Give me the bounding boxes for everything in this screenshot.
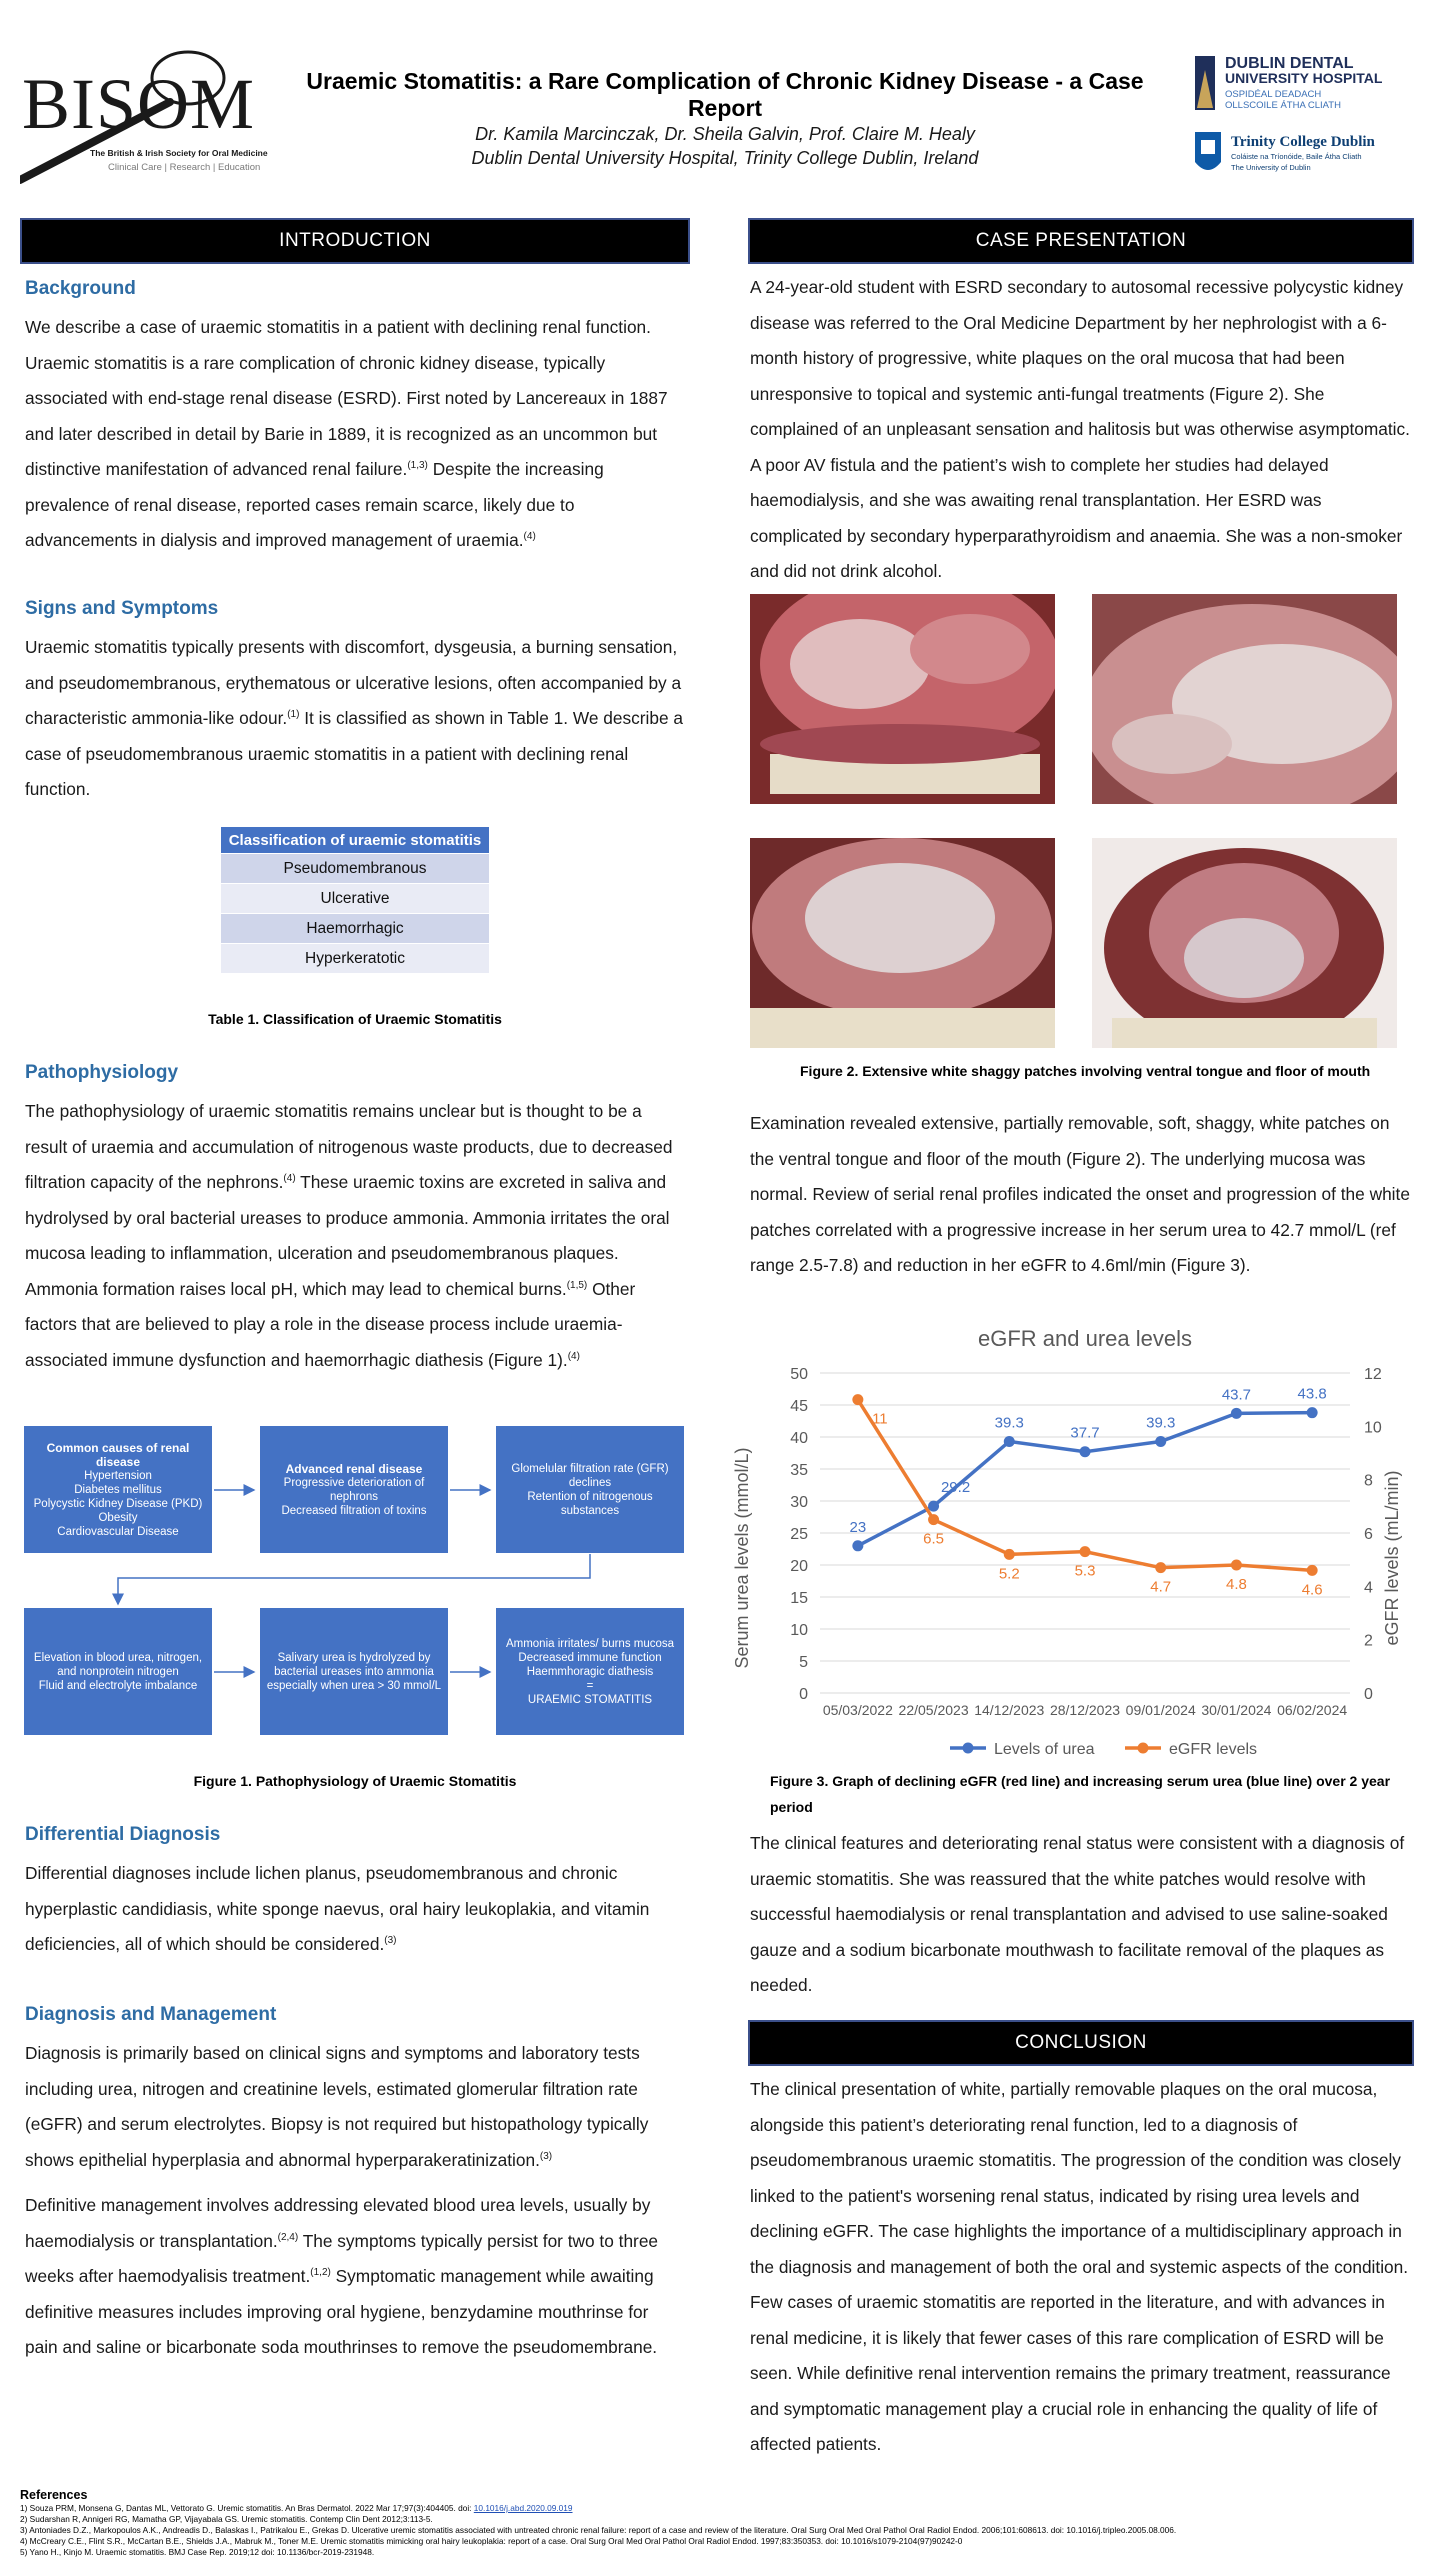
clinical-photo-3 [750,838,1055,1048]
egfr-urea-chart [730,1318,1410,1768]
x-tick-label: 14/12/2023 [974,1702,1045,1718]
ddh-line1: DUBLIN DENTAL [1225,55,1354,72]
diagnosis-heading: Diagnosis and Management [25,2004,277,2025]
data-point [1231,1408,1242,1419]
signs-text: Uraemic stomatitis typically presents with discomfort, dysgeusia, a burning sensation, and pseudomembranous, erythematous or ulcerative lesions, often accompanied by a characteristic ammonia-like odour.$^{(1)}$ It is classified as shown in Table 1. We describe a case of pseudomembranous uraemic stomatitis in a patient with declining renal function. [25,637,684,799]
conclusion-banner: CONCLUSION [748,2020,1414,2066]
data-point [852,1394,863,1405]
table1-caption: Table 1. Classification of Uraemic Stomatitis [208,1011,502,1027]
bisom-logo-line2: Clinical Care | Research | Education [108,162,261,173]
data-label: 39.3 [994,1414,1024,1432]
x-tick-label: 30/01/2024 [1201,1702,1272,1718]
data-point [852,1540,863,1551]
y2-tick-label: 12 [1364,1366,1382,1383]
x-tick-label: 06/02/2024 [1277,1702,1348,1718]
data-point [1004,1549,1015,1560]
background-text: We describe a case of uraemic stomatitis in a patient with declining renal function. Uraemic stomatitis is a rare complication of chronic kidney disease, typically associated with end-stage renal disease (ESRD). First noted by Lancereaux in 1887 and later described in detail by Barie in 1889, it is recognized as an uncommon but distinctive manifestation of advanced renal failure.$^{(1,3)}$ Despite the increasing prevalence of renal disease, reported cases remain scarce, likely due to advancements in dialysis and improved management of uraemia.$^{(4)}$ [25,317,668,550]
reference-item: 4) McCreary C.E., Flint S.R., McCartan B.E., Shields J.A., Mabruk M., Toner M.E. Uremic stomatitis mimicking oral hairy leukoplakia: report of a case. Oral Surg Oral Med Oral Pathol Oral Radiol Endod. 1997;83:350353. doi: 10.1016/s1079-2104(97)90242-0 [20,2536,963,2546]
data-point [928,1501,939,1512]
flow-box-gfr: Glomelular filtration rate (GFR) declines Retention of nitrogenous substances [496,1426,684,1553]
signs-heading: Signs and Symptoms [25,598,219,619]
classification-table-header: Classification of uraemic stomatitis [221,827,490,854]
reference-item: 2) Sudarshan R, Annigeri RG, Mamatha GP, Vijayabala GS. Uremic stomatitis. Contemp Clin Dent 2012;3:113-5. [20,2514,433,2524]
y-tick-label: 25 [790,1526,808,1543]
background-heading: Background [25,278,136,299]
table-row: Haemorrhagic [221,914,490,944]
data-label: 23 [849,1518,867,1536]
y-tick-label: 45 [790,1398,808,1415]
figure3-caption: Figure 3. Graph of declining eGFR (red line) and increasing serum urea (blue line) over 2 year period [770,1773,1391,1815]
chart-y2label: eGFR levels (mL/min) [1382,1470,1402,1646]
classification-table [220,826,490,974]
bisom-logo [20,40,280,190]
data-label: 4.6 [1301,1581,1323,1599]
y-tick-label: 20 [790,1558,808,1575]
clinical-photo-4 [1092,838,1397,1048]
chart-title: eGFR and urea levels [978,1326,1192,1351]
data-point [1004,1436,1015,1447]
y2-tick-label: 6 [1364,1526,1373,1543]
case-text-3: The clinical features and deteriorating renal status were consistent with a diagnosis of uraemic stomatitis. She was reassured that the white patches would resolve with successful haemodialysis or renal transplantation and advised to use saline-soaked gauze and a sodium bicarbonate mouthwash to facilitate removal of the plaques as needed. [750,1833,1405,1995]
case-presentation-banner: CASE PRESENTATION [748,218,1414,264]
legend-marker [963,1743,974,1754]
pathophysiology-heading: Pathophysiology [25,1062,179,1083]
legend-marker [1138,1743,1149,1754]
data-label: 5.3 [1074,1562,1096,1580]
table-row: Pseudomembranous [221,854,490,884]
table-row: Ulcerative [221,884,490,914]
data-point [1155,1562,1166,1573]
conclusion-text: The clinical presentation of white, partially removable plaques on the oral mucosa, alongside this patient’s deteriorating renal function, led to a diagnosis of pseudomembranous uraemic stomatitis. The progression of the condition was closely linked to the patient's worsening renal status, indicated by rising urea levels and declining eGFR. The case highlights the importance of a multidisciplinary approach in the diagnosis and management of both the oral and systemic aspects of the condition. Few cases of uraemic stomatitis are reported in the literature, and with advances in renal medicine, it is likely that fewer cases of this rare complication of ESRD will be seen. While definitive renal intervention remains the primary treatment, reassurance and symptomatic management play a crucial role in enhancing the quality of life of affected patients. [750,2079,1409,2454]
affiliation: Dublin Dental University Hospital, Trinity College Dublin, Ireland [471,148,979,168]
poster-title: Uraemic Stomatitis: a Rare Complication of Chronic Kidney Disease - a Case Report [306,68,1144,121]
management-text: Definitive management involves addressing elevated blood urea levels, usually by haemodialysis or transplantation.$^{(2,4)}$ The symptoms typically persist for two to three weeks after haemodyalisis treatment.$^{(1,2)}$ Symptomatic management while awaiting definitive measures includes improving oral hygiene, benzydamine mouthrinse for pain and saline or bicarbonate soda mouthrinses to remove the pseudomembrane. [25,2195,659,2357]
chart-ylabel: Serum urea levels (mmol/L) [732,1447,752,1669]
data-label: 5.2 [998,1565,1020,1583]
data-point [1155,1436,1166,1447]
reference-item: 3) Antoniades D.Z., Markopoulos A.K., Andreadis D., Balaskas I., Patrikalou E., Grekas D. Ulcerative uremic stomatitis associated with untreated chronic renal failure: report of a case and review of the literature. Oral Surg Oral Med Oral Pathol Oral Radiol Endod. 2006;101:608613. doi: 10.1016/j.tripleo.2005.08.006. [20,2525,1177,2535]
data-label: 4.7 [1150,1578,1172,1596]
x-tick-label: 09/01/2024 [1125,1702,1196,1718]
reference-item: 5) Yano H., Kinjo M. Uraemic stomatitis. BMJ Case Rep. 2019;12 doi: 10.1136/bcr-2019-231948. [20,2547,375,2557]
y-tick-label: 0 [799,1686,808,1703]
data-label: 37.7 [1070,1424,1100,1442]
legend-label: eGFR levels [1169,1741,1258,1758]
x-tick-label: 05/03/2022 [822,1702,893,1718]
x-tick-label: 22/05/2023 [898,1702,969,1718]
tcd-line3: The University of Dublin [1231,163,1311,172]
data-label: 29.2 [940,1479,971,1497]
legend-label: Levels of urea [994,1741,1095,1758]
pathophysiology-text: The pathophysiology of uraemic stomatitis remains unclear but is thought to be a result of uraemia and accumulation of nitrogenous waste products, due to decreased filtration capacity of the nephrons.$^{(4)}$ These uraemic toxins are excreted in saliva and hydrolysed by oral bacterial ureases to produce ammonia. Ammonia irritates the oral mucosa leading to inflammation, ulceration and pseudomembranous plaques. Ammonia formation raises local pH, which may lead to chemical burns.$^{(1,5)}$ Other factors that are believed to play a role in the disease process include uraemia-associated immune dysfunction and haemorrhagic diathesis (Figure 1).$^{(4)}$ [25,1101,673,1370]
y-tick-label: 15 [790,1590,808,1607]
data-label: 6.5 [923,1530,945,1548]
flow-box-advanced: Advanced renal disease Progressive deterioration of nephrons Decreased filtration of toxins [260,1426,448,1553]
y2-tick-label: 8 [1364,1472,1373,1490]
data-label: 39.3 [1146,1414,1176,1432]
data-point [928,1514,939,1525]
ddh-line3: OSPIDÉAL DEADACH [1225,89,1322,100]
bisom-logo-word: BISOM [22,64,256,144]
flow-box-salivary: Salivary urea is hydrolyzed by bacterial ureases into ammonia especially when urea > 30 mmol/L [260,1608,448,1735]
data-label: 4.8 [1225,1576,1247,1593]
flow-box-stomatitis: Ammonia irritates/ burns mucosa Decreased immune function Haemmhoragic diathesis = URAEMIC STOMATITIS [496,1608,684,1735]
references [20,2490,1420,2558]
y-tick-label: 5 [799,1654,808,1671]
flow-arrows [0,1420,720,1740]
flow-box-causes: Common causes of renal disease Hypertension Diabetes mellitus Polycystic Kidney Disease (PKD) Obesity Cardiovascular Disease [24,1426,212,1553]
y-tick-label: 40 [790,1430,808,1447]
introduction-banner: INTRODUCTION [20,218,690,264]
data-label: 43.7 [1221,1386,1252,1404]
y-tick-label: 30 [790,1494,808,1511]
figure1-caption: Figure 1. Pathophysiology of Uraemic Stomatitis [193,1773,517,1789]
y2-tick-label: 2 [1364,1632,1373,1650]
differential-text: Differential diagnoses include lichen planus, pseudomembranous and chronic hyperplastic candidiasis, white sponge naevus, oral hairy leukoplakia, and vitamin deficiencies, all of which should be considered.$^{(3)}$ [25,1863,650,1954]
y2-tick-label: 4 [1364,1579,1373,1597]
ddh-line2: UNIVERSITY HOSPITAL [1225,70,1383,86]
tcd-line1: Trinity College Dublin [1231,134,1375,150]
reference-link[interactable]: 10.1016/j.abd.2020.09.019 [473,2503,573,2513]
ddh-line4: OLLSCOILE ÁTHA CLIATH [1225,100,1341,111]
data-point [1080,1446,1091,1457]
y-tick-label: 50 [790,1366,808,1383]
case-text-1: A 24-year-old student with ESRD secondary to autosomal recessive polycystic kidney disease was referred to the Oral Medicine Department by her nephrologist with a 6-month history of progressive, white plaques on the oral mucosa that had been unresponsive to topical and systemic anti-fungal treatments (Figure 2). She complained of an unpleasant sensation and halitosis but was otherwise asymptomatic. A poor AV fistula and the patient’s wish to complete her studies had delayed haemodialysis, and she was awaiting renal transplantation. Her ESRD was complicated by secondary hyperparathyroidism and anaemia. She was a non-smoker and did not drink alcohol. [750,277,1410,581]
references-heading: References [20,2488,88,2502]
differential-heading: Differential Diagnosis [25,1824,221,1845]
y-tick-label: 35 [790,1462,808,1479]
bisom-logo-line1: The British & Irish Society for Oral Medicine [90,148,268,158]
y2-tick-label: 0 [1364,1686,1373,1703]
data-label: 11 [872,1410,888,1428]
y2-tick-label: 10 [1364,1419,1382,1437]
y-tick-label: 10 [790,1622,808,1639]
author-names: Dr. Kamila Marcinczak, Dr. Sheila Galvin, Prof. Claire M. Healy [475,124,975,144]
clinical-photo-2 [1092,594,1397,804]
data-point [1231,1560,1242,1571]
flow-box-elevation: Elevation in blood urea, nitrogen, and nonprotein nitrogen Fluid and electrolyte imbalance [24,1608,212,1735]
reference-item: 1) Souza PRM, Monsena G, Dantas ML, Vettorato G. Uremic stomatitis. An Bras Dermatol. 2022 Mar 17;97(3):404405. doi: 10.1016/j.abd.2020.09.019 [20,2503,573,2513]
data-label: 43.8 [1297,1385,1327,1403]
table-row: Hyperkeratotic [221,944,490,974]
x-tick-label: 28/12/2023 [1049,1702,1121,1718]
tcd-line2: Coláiste na Tríonóide, Baile Átha Cliath [1231,152,1362,161]
data-point [1307,1407,1318,1418]
ddh-logo [1185,50,1425,120]
authors [290,122,1160,170]
clinical-photo-1 [750,594,1055,804]
data-point [1307,1565,1318,1576]
figure2-caption: Figure 2. Extensive white shaggy patches involving ventral tongue and floor of mouth [800,1063,1371,1079]
diagnosis-text: Diagnosis is primarily based on clinical signs and symptoms and laboratory tests including urea, nitrogen and creatinine levels, estimated glomerular filtration rate (eGFR) and serum electrolytes. Biopsy is not required but histopathology typically shows epithelial hyperplasia and abnormal hyperparakeratinization.$^{(3)}$ [25,2043,649,2170]
data-point [1080,1546,1091,1557]
case-text-2: Examination revealed extensive, partially removable, soft, shaggy, white patches on the ventral tongue and floor of the mouth (Figure 2). The underlying mucosa was normal. Review of serial renal profiles indicated the onset and progression of the white patches correlated with a progressive increase in her serum urea to 42.7 mmol/L (ref range 2.5-7.8) and reduction in her eGFR to 4.6ml/min (Figure 3). [750,1113,1410,1275]
tcd-logo [1185,128,1425,184]
